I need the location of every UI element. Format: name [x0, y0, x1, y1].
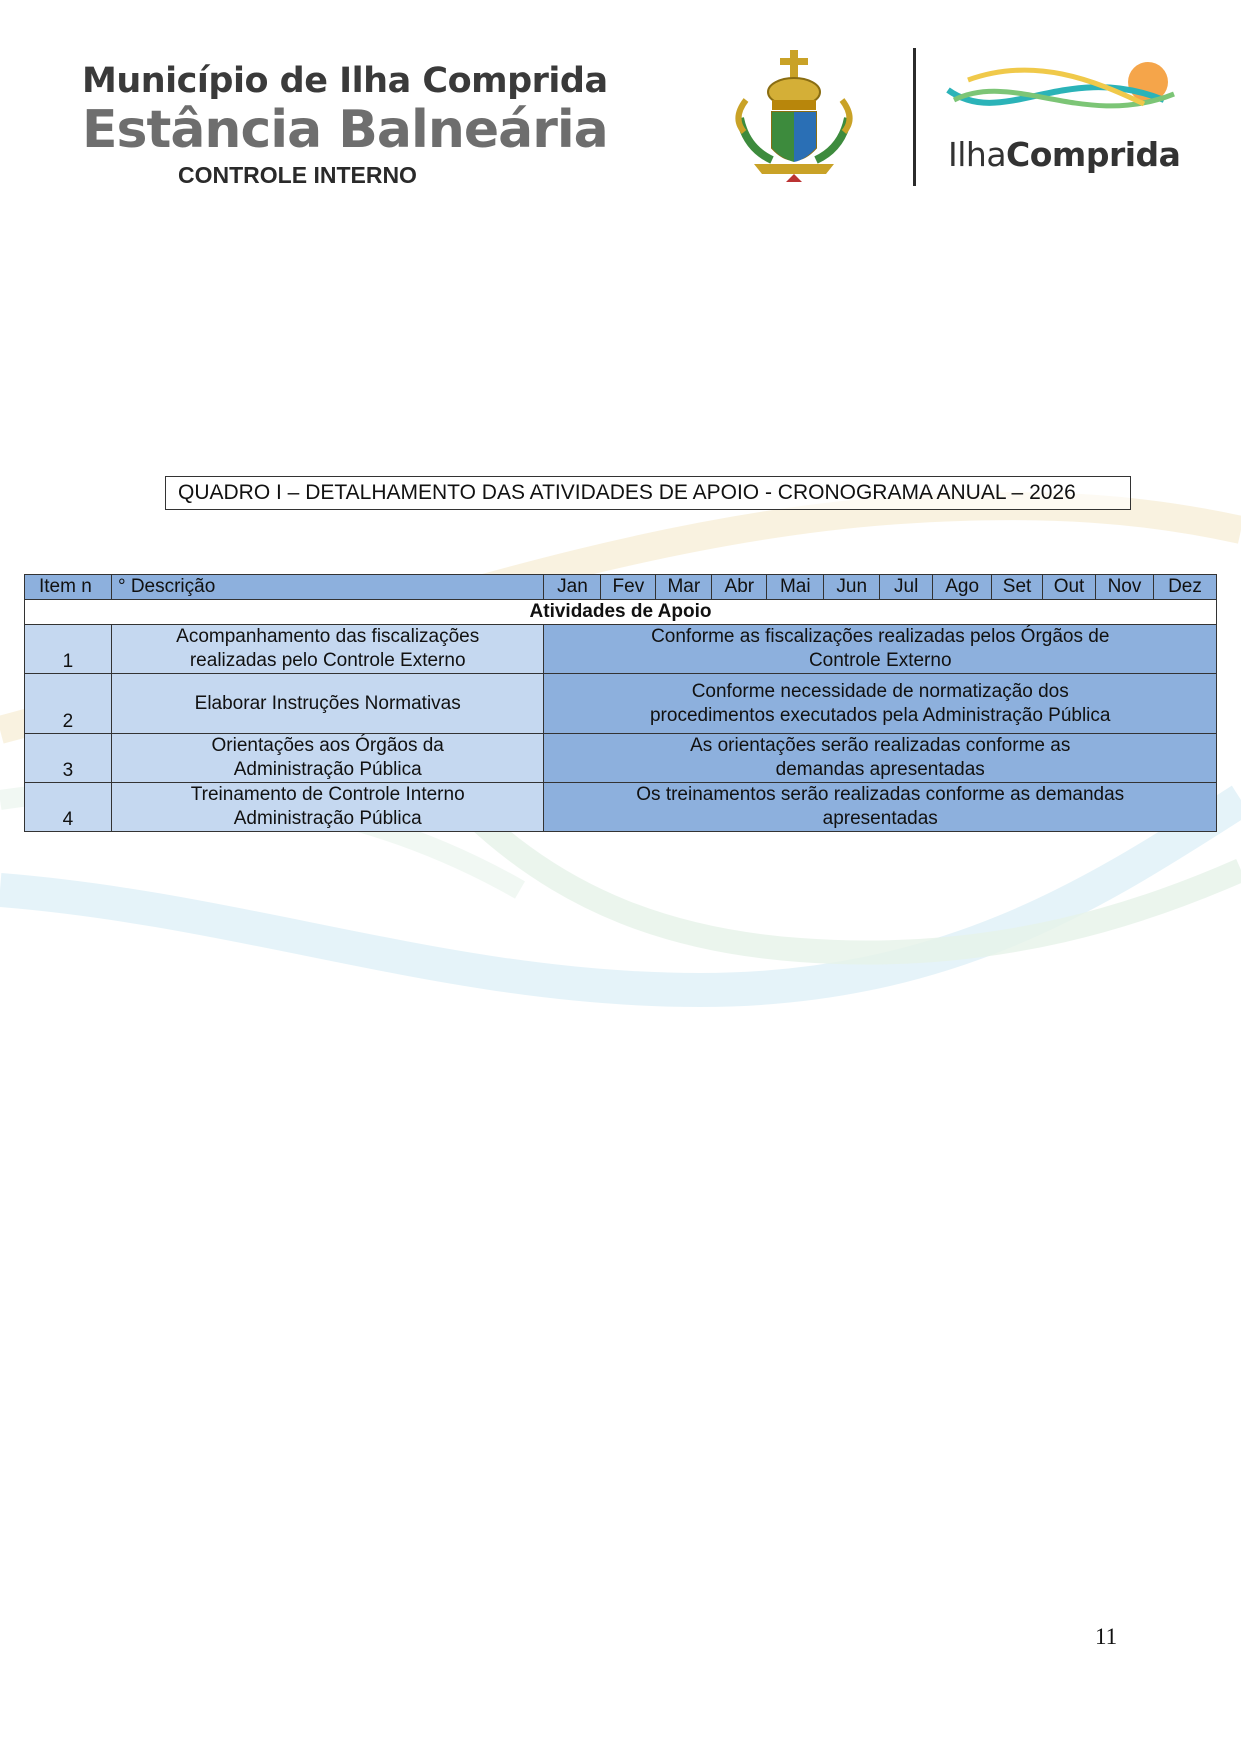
row-description [111, 783, 544, 832]
page-number: 11 [1095, 1624, 1118, 1649]
month-header: Dez [1153, 575, 1216, 600]
row-schedule [544, 783, 1217, 832]
table-row [25, 734, 1217, 783]
sched-line: Conforme necessidade de normatização dos [691, 680, 1069, 702]
row-description [111, 674, 544, 734]
desc-line: Treinamento de Controle Interno [190, 784, 465, 805]
section-title: Atividades de Apoio [25, 600, 1217, 625]
municipality-header [82, 60, 608, 189]
month-header: Jun [824, 575, 880, 600]
desc-line: realizadas pelo Controle Externo [189, 650, 466, 671]
sched-line: Conforme as fiscalizações realizadas pelos Órgãos de [651, 626, 1110, 647]
sched-line: Controle Externo [808, 650, 952, 671]
month-header: Fev [601, 575, 656, 600]
wordmark-bold: Comprida [1006, 135, 1181, 174]
municipality-title: Município de Ilha Comprida [82, 61, 608, 101]
row-schedule [544, 674, 1217, 734]
municipal-coat-of-arms-icon [732, 48, 856, 184]
month-header: Jul [880, 575, 933, 600]
header-divider [913, 48, 916, 186]
desc-line: Administração Pública [233, 808, 422, 829]
section-row [25, 600, 1217, 625]
sched-line: procedimentos executados pela Administração Pública [649, 704, 1111, 726]
row-schedule [544, 734, 1217, 783]
month-header: Jan [544, 575, 601, 600]
ilha-comprida-wordmark [948, 135, 1180, 174]
month-header: Nov [1096, 575, 1154, 600]
department-name: CONTROLE INTERNO [178, 162, 417, 188]
ilha-comprida-logo-icon [944, 60, 1180, 130]
schedule-table [24, 574, 1217, 832]
month-header: Out [1043, 575, 1096, 600]
col-desc-header: ° Descrição [111, 575, 544, 600]
sched-line: apresentadas [822, 808, 938, 829]
row-number: 1 [25, 625, 112, 674]
row-number: 2 [25, 674, 112, 734]
table-row [25, 674, 1217, 734]
municipality-subtitle: Estância Balneária [82, 100, 608, 160]
row-description [111, 625, 544, 674]
desc-line: Administração Pública [233, 759, 422, 780]
desc-line: Elaborar Instruções Normativas [194, 692, 461, 714]
sched-line: As orientações serão realizadas conforme as [690, 735, 1071, 756]
col-item-header: Item n [25, 575, 112, 600]
wordmark-light: Ilha [948, 135, 1007, 174]
desc-line: Orientações aos Órgãos da [211, 735, 444, 756]
month-header: Abr [712, 575, 767, 600]
month-header: Ago [933, 575, 992, 600]
table-header-row [25, 575, 1217, 600]
sched-line: Os treinamentos serão realizadas conforme as demandas [636, 784, 1125, 805]
month-header: Mar [656, 575, 712, 600]
month-header: Mai [767, 575, 824, 600]
desc-line: Acompanhamento das fiscalizações [176, 626, 480, 647]
row-description [111, 734, 544, 783]
quadro-title: QUADRO I – DETALHAMENTO DAS ATIVIDADES DE APOIO - CRONOGRAMA ANUAL – 2026 [165, 476, 1131, 510]
table-row [25, 625, 1217, 674]
row-number: 3 [25, 734, 112, 783]
table-row [25, 783, 1217, 832]
row-number: 4 [25, 783, 112, 832]
row-schedule [544, 625, 1217, 674]
sched-line: demandas apresentadas [775, 759, 985, 780]
month-header: Set [992, 575, 1043, 600]
